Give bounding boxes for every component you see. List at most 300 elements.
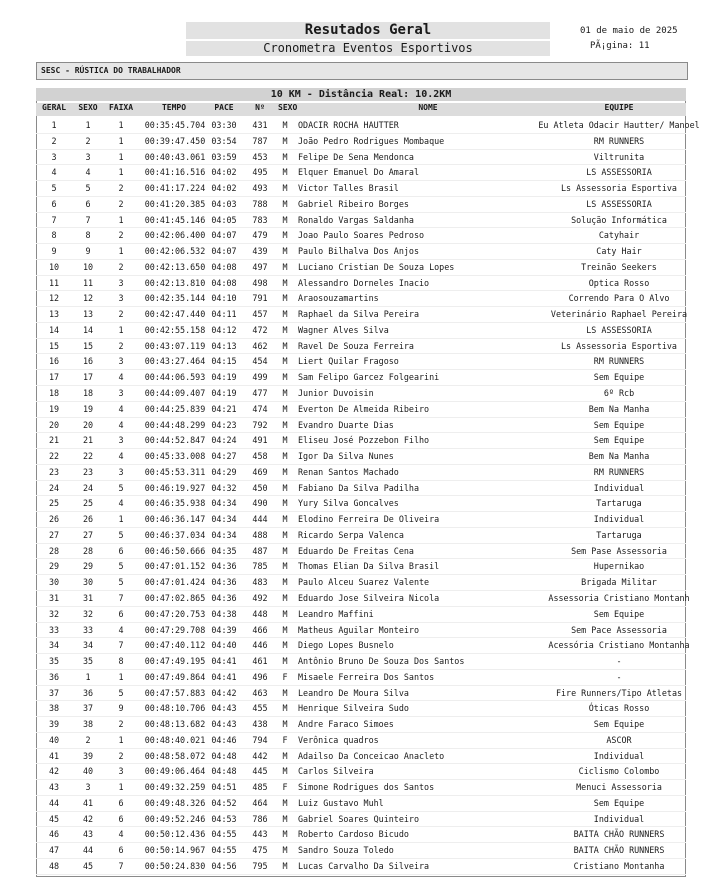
cell-equipe: Optica Rosso: [588, 277, 650, 288]
cell-nome: João Pedro Rodrigues Mombaque: [298, 135, 445, 146]
cell-geral: 39: [48, 719, 60, 730]
cell-geral: 24: [48, 482, 60, 493]
table-row: [36, 165, 686, 181]
cell-tempo: 00:43:07.119: [144, 340, 206, 351]
table-row: [36, 607, 686, 623]
cell-nome: Matheus Aguilar Monteiro: [298, 624, 420, 635]
cell-equipe: Correndo Para O Alvo: [568, 293, 670, 304]
cell-nome: Victor Talles Brasil: [298, 183, 399, 194]
cell-pace: 04:02: [211, 183, 237, 194]
cell-tempo: 00:50:24.830: [144, 860, 206, 871]
cell-equipe: Fire Runners/Tipo Atletas: [555, 687, 683, 698]
cell-tempo: 00:41:17.224: [144, 183, 206, 194]
cell-pace: 04:41: [211, 671, 237, 682]
cell-number: 477: [252, 388, 268, 399]
cell-equipe: Menuci Assessoria: [576, 782, 662, 793]
cell-tempo: 00:40:43.061: [144, 151, 206, 162]
cell-pace: 04:15: [211, 356, 237, 367]
page-number: PÃ¡gina: 11: [590, 41, 650, 51]
cell-tempo: 00:41:20.385: [144, 198, 206, 209]
table-row: [36, 496, 686, 512]
col-sexo-rank-header: SEXO: [78, 103, 98, 112]
cell-number: 488: [252, 529, 268, 540]
cell-tempo: 00:39:47.450: [144, 135, 206, 146]
cell-pace: 03:54: [211, 135, 237, 146]
table-row: [36, 733, 686, 749]
cell-nome: Carlos Silveira: [298, 766, 374, 777]
cell-sexo-rank: 21: [82, 435, 94, 446]
report-title: Resutados Geral: [186, 22, 550, 39]
cell-geral: 5: [51, 183, 57, 194]
table-row: [36, 260, 686, 276]
cell-nome: Gabriel Soares Quinteiro: [298, 813, 420, 824]
cell-tempo: 00:49:06.464: [144, 766, 206, 777]
cell-sexo: M: [282, 230, 288, 241]
cell-pace: 04:34: [211, 514, 237, 525]
cell-pace: 04:11: [211, 309, 237, 320]
cell-geral: 7: [51, 214, 57, 225]
cell-sexo-rank: 9: [85, 246, 91, 257]
cell-pace: 04:29: [211, 466, 237, 477]
cell-pace: 04:38: [211, 608, 237, 619]
cell-geral: 23: [48, 466, 60, 477]
cell-number: 475: [252, 845, 268, 856]
cell-number: 787: [252, 135, 268, 146]
cell-tempo: 00:42:47.440: [144, 309, 206, 320]
cell-pace: 04:55: [211, 845, 237, 856]
cell-geral: 31: [48, 592, 60, 603]
cell-equipe: Brigada Militar: [581, 577, 657, 588]
cell-geral: 48: [48, 860, 60, 871]
table-header: [36, 103, 686, 116]
cell-equipe: Ls Assessoria Esportiva: [561, 183, 677, 194]
cell-nome: Paulo Bilhalva Dos Anjos: [298, 246, 420, 257]
cell-sexo-rank: 33: [82, 624, 94, 635]
cell-sexo: M: [282, 703, 288, 714]
cell-sexo-rank: 34: [82, 640, 94, 651]
cell-sexo-rank: 36: [82, 687, 94, 698]
cell-nome: Renan Santos Machado: [298, 466, 399, 477]
cell-sexo: M: [282, 167, 288, 178]
cell-faixa: 3: [118, 466, 124, 477]
cell-geral: 21: [48, 435, 60, 446]
cell-geral: 46: [48, 829, 60, 840]
col-faixa-header: FAIXA: [108, 103, 134, 112]
cell-nome: ODACIR ROCHA HAUTTER: [298, 120, 399, 130]
cell-faixa: 5: [118, 577, 124, 588]
cell-sexo: M: [282, 687, 288, 698]
cell-pace: 04:51: [211, 782, 237, 793]
cell-tempo: 00:47:02.865: [144, 592, 206, 603]
table-row: [36, 686, 686, 702]
cell-sexo: M: [282, 246, 288, 257]
cell-pace: 04:42: [211, 687, 237, 698]
cell-pace: 04:19: [211, 388, 237, 399]
cell-sexo-rank: 43: [82, 829, 94, 840]
cell-sexo: F: [282, 734, 288, 745]
table-row: [36, 449, 686, 465]
cell-number: 786: [252, 813, 268, 824]
cell-faixa: 4: [118, 624, 124, 635]
cell-faixa: 5: [118, 687, 124, 698]
cell-sexo-rank: 7: [85, 214, 91, 225]
cell-tempo: 00:47:01.424: [144, 577, 206, 588]
cell-tempo: 00:35:45.704: [144, 120, 206, 130]
table-row: [36, 481, 686, 497]
cell-faixa: 4: [118, 451, 124, 462]
cell-equipe: -: [616, 656, 622, 667]
cell-tempo: 00:42:55.158: [144, 324, 206, 335]
cell-sexo-rank: 26: [82, 514, 94, 525]
cell-equipe: Solução Informática: [571, 214, 667, 225]
cell-geral: 45: [48, 813, 60, 824]
cell-number: 783: [252, 214, 268, 225]
cell-geral: 38: [48, 703, 60, 714]
cell-pace: 04:36: [211, 592, 237, 603]
cell-tempo: 00:43:27.464: [144, 356, 206, 367]
cell-sexo-rank: 28: [82, 545, 94, 556]
cell-sexo-rank: 45: [82, 860, 94, 871]
cell-sexo-rank: 11: [82, 277, 94, 288]
cell-number: 492: [252, 592, 268, 603]
cell-number: 469: [252, 466, 268, 477]
cell-nome: Sam Felipo Garcez Folgearini: [298, 372, 440, 383]
cell-sexo-rank: 3: [85, 151, 91, 162]
cell-sexo-rank: 29: [82, 561, 94, 572]
cell-faixa: 6: [118, 797, 124, 808]
cell-pace: 04:05: [211, 214, 237, 225]
cell-tempo: 00:42:35.144: [144, 293, 206, 304]
cell-geral: 13: [48, 309, 60, 320]
cell-pace: 04:41: [211, 656, 237, 667]
cell-faixa: 2: [118, 309, 124, 320]
table-row: [36, 276, 686, 292]
cell-sexo-rank: 31: [82, 592, 94, 603]
table-row: [36, 465, 686, 481]
cell-sexo-rank: 6: [85, 198, 91, 209]
results-table-body: [36, 118, 700, 875]
cell-number: 461: [252, 656, 268, 667]
cell-equipe: Veterinário Raphael Pereira: [550, 309, 688, 320]
cell-tempo: 00:46:50.666: [144, 545, 206, 556]
cell-faixa: 7: [118, 640, 124, 651]
cell-faixa: 7: [118, 592, 124, 603]
cell-sexo-rank: 10: [82, 261, 94, 272]
cell-geral: 27: [48, 529, 60, 540]
cell-number: 791: [252, 293, 268, 304]
cell-equipe: RM RUNNERS: [593, 466, 645, 477]
cell-sexo-rank: 2: [85, 135, 91, 146]
cell-nome: Misaele Ferreira Dos Santos: [298, 671, 435, 682]
cell-number: 453: [252, 151, 268, 162]
cell-equipe: Catyhair: [598, 230, 640, 241]
cell-nome: Yury Silva Goncalves: [298, 498, 399, 509]
cell-geral: 3: [51, 151, 57, 162]
cell-sexo: M: [282, 750, 288, 761]
cell-number: 479: [252, 230, 268, 241]
cell-geral: 30: [48, 577, 60, 588]
cell-tempo: 00:44:09.407: [144, 388, 206, 399]
cell-equipe: Individual: [593, 813, 645, 824]
cell-pace: 04:35: [211, 545, 237, 556]
cell-number: 474: [252, 403, 268, 414]
cell-sexo: M: [282, 324, 288, 335]
cell-number: 490: [252, 498, 268, 509]
cell-faixa: 2: [118, 750, 124, 761]
cell-nome: Fabiano Da Silva Padilha: [298, 482, 420, 493]
cell-equipe: Cristiano Montanha: [573, 860, 665, 871]
cell-geral: 11: [48, 277, 60, 288]
table-row: [36, 591, 690, 607]
table-row: [36, 134, 686, 150]
cell-faixa: 1: [118, 135, 124, 146]
cell-faixa: 6: [118, 813, 124, 824]
table-row: [36, 812, 686, 828]
cell-equipe: Tartaruga: [596, 529, 642, 540]
cell-equipe: 6º Rcb: [603, 388, 635, 399]
cell-number: 498: [252, 277, 268, 288]
col-equipe-header: EQUIPE: [604, 103, 634, 112]
cell-number: 788: [252, 198, 268, 209]
cell-tempo: 00:44:25.839: [144, 403, 206, 414]
cell-geral: 36: [48, 671, 60, 682]
table-row: [36, 623, 686, 639]
cell-equipe: Individual: [593, 514, 645, 525]
cell-tempo: 00:42:06.400: [144, 230, 206, 241]
cell-nome: Ronaldo Vargas Saldanha: [298, 214, 414, 225]
cell-faixa: 1: [118, 151, 124, 162]
cell-pace: 04:08: [211, 261, 237, 272]
cell-sexo: M: [282, 719, 288, 730]
cell-equipe: Individual: [593, 482, 645, 493]
cell-pace: 04:46: [211, 734, 237, 745]
cell-faixa: 1: [118, 734, 124, 745]
cell-nome: Ricardo Serpa Valenca: [298, 529, 404, 540]
cell-sexo-rank: 2: [85, 734, 91, 745]
cell-number: 493: [252, 183, 268, 194]
cell-sexo: F: [282, 782, 288, 793]
cell-sexo: M: [282, 577, 288, 588]
cell-pace: 04:07: [211, 246, 237, 257]
cell-equipe: Tartaruga: [596, 498, 642, 509]
cell-geral: 12: [48, 293, 60, 304]
cell-tempo: 00:47:57.883: [144, 687, 206, 698]
cell-sexo: F: [282, 671, 288, 682]
cell-sexo-rank: 16: [82, 356, 94, 367]
cell-nome: Gabriel Ribeiro Borges: [298, 198, 409, 209]
table-row: [36, 323, 686, 339]
cell-faixa: 1: [118, 324, 124, 335]
cell-geral: 32: [48, 608, 60, 619]
cell-equipe: Sem Pace Assessoria: [571, 624, 667, 635]
cell-equipe: Acessória Cristiano Montanha: [548, 640, 690, 651]
cell-tempo: 00:47:49.195: [144, 656, 206, 667]
cell-sexo-rank: 22: [82, 451, 94, 462]
cell-sexo: M: [282, 608, 288, 619]
cell-tempo: 00:46:36.147: [144, 514, 206, 525]
cell-tempo: 00:48:40.021: [144, 734, 206, 745]
cell-geral: 44: [48, 797, 60, 808]
cell-equipe: ASCOR: [606, 734, 632, 745]
table-row: [36, 859, 686, 875]
cell-nome: Adailso Da Conceicao Anacleto: [298, 750, 445, 761]
cell-equipe: Sem Equipe: [593, 608, 645, 619]
cell-faixa: 2: [118, 198, 124, 209]
cell-nome: Felipe De Sena Mendonca: [298, 151, 414, 162]
cell-number: 466: [252, 624, 268, 635]
cell-nome: Igor Da Silva Nunes: [298, 451, 394, 462]
cell-number: 485: [252, 782, 268, 793]
cell-sexo-rank: 8: [85, 230, 91, 241]
table-row: [36, 228, 686, 244]
cell-nome: Diego Lopes Busnelo: [298, 640, 394, 651]
table-row: [36, 181, 686, 197]
cell-sexo: M: [282, 388, 288, 399]
cell-tempo: 00:47:40.112: [144, 640, 206, 651]
cell-geral: 26: [48, 514, 60, 525]
table-row: [36, 418, 686, 434]
cell-pace: 04:36: [211, 561, 237, 572]
cell-sexo: M: [282, 356, 288, 367]
cell-faixa: 6: [118, 545, 124, 556]
cell-faixa: 4: [118, 829, 124, 840]
cell-sexo-rank: 15: [82, 340, 94, 351]
table-row: [36, 213, 686, 229]
cell-number: 792: [252, 419, 268, 430]
cell-geral: 1: [51, 120, 57, 130]
cell-sexo: M: [282, 198, 288, 209]
cell-equipe: -: [616, 671, 622, 682]
cell-faixa: 1: [118, 782, 124, 793]
table-row: [36, 402, 686, 418]
table-row: [36, 354, 686, 370]
cell-nome: Joao Paulo Soares Pedroso: [298, 230, 425, 241]
cell-faixa: 4: [118, 498, 124, 509]
cell-sexo: M: [282, 656, 288, 667]
cell-sexo-rank: 1: [85, 120, 91, 130]
category-distance: 10 KM - Distância Real: 10.2KM: [36, 88, 686, 101]
cell-sexo: M: [282, 561, 288, 572]
cell-tempo: 00:41:45.146: [144, 214, 206, 225]
cell-sexo-rank: 12: [82, 293, 94, 304]
cell-nome: Elquer Emanuel Do Amaral: [298, 167, 420, 178]
cell-equipe: Sem Equipe: [593, 435, 645, 446]
cell-sexo: M: [282, 592, 288, 603]
cell-sexo-rank: 30: [82, 577, 94, 588]
cell-nome: Simone Rodrigues dos Santos: [298, 782, 435, 793]
cell-number: 497: [252, 261, 268, 272]
cell-faixa: 1: [118, 671, 124, 682]
cell-equipe: Sem Equipe: [593, 797, 645, 808]
cell-geral: 18: [48, 388, 60, 399]
cell-geral: 9: [51, 246, 57, 257]
cell-number: 457: [252, 309, 268, 320]
cell-nome: Elodino Ferreira De Oliveira: [298, 514, 440, 525]
cell-number: 491: [252, 435, 268, 446]
cell-geral: 37: [48, 687, 60, 698]
cell-sexo-rank: 19: [82, 403, 94, 414]
cell-faixa: 3: [118, 435, 124, 446]
cell-faixa: 7: [118, 860, 124, 871]
table-row: [36, 291, 686, 307]
cell-pace: 04:55: [211, 829, 237, 840]
cell-sexo: M: [282, 498, 288, 509]
cell-number: 785: [252, 561, 268, 572]
cell-faixa: 5: [118, 482, 124, 493]
table-row: [36, 638, 690, 654]
cell-nome: Araosouzamartins: [298, 293, 379, 304]
table-row: [36, 780, 686, 796]
cell-number: 795: [252, 860, 268, 871]
cell-sexo-rank: 40: [82, 766, 94, 777]
cell-equipe: LS ASSESSORIA: [586, 198, 652, 209]
cell-equipe: Caty Hair: [596, 246, 642, 257]
cell-sexo: M: [282, 766, 288, 777]
cell-geral: 17: [48, 372, 60, 383]
cell-sexo: M: [282, 829, 288, 840]
table-row: [36, 749, 686, 765]
table-row: [36, 670, 686, 686]
cell-nome: Luciano Cristian De Souza Lopes: [298, 261, 455, 272]
col-pace-header: PACE: [214, 103, 234, 112]
cell-pace: 04:48: [211, 766, 237, 777]
cell-nome: Luiz Gustavo Muhl: [298, 797, 384, 808]
col-geral-header: GERAL: [41, 103, 67, 112]
cell-tempo: 00:47:29.708: [144, 624, 206, 635]
cell-sexo: M: [282, 860, 288, 871]
table-row: [36, 701, 686, 717]
cell-sexo: M: [282, 451, 288, 462]
cell-faixa: 4: [118, 372, 124, 383]
table-row: [36, 796, 686, 812]
cell-sexo: M: [282, 482, 288, 493]
cell-pace: 04:10: [211, 293, 237, 304]
cell-tempo: 00:42:13.650: [144, 261, 206, 272]
cell-tempo: 00:44:48.299: [144, 419, 206, 430]
cell-pace: 04:32: [211, 482, 237, 493]
cell-tempo: 00:47:01.152: [144, 561, 206, 572]
cell-sexo: M: [282, 214, 288, 225]
cell-geral: 14: [48, 324, 60, 335]
cell-sexo: M: [282, 340, 288, 351]
cell-nome: Roberto Cardoso Bicudo: [298, 829, 409, 840]
cell-tempo: 00:46:35.938: [144, 498, 206, 509]
cell-pace: 04:07: [211, 230, 237, 241]
cell-tempo: 00:49:32.259: [144, 782, 206, 793]
cell-pace: 04:34: [211, 498, 237, 509]
cell-sexo-rank: 25: [82, 498, 94, 509]
cell-sexo-rank: 4: [85, 167, 91, 178]
cell-tempo: 00:47:49.864: [144, 671, 206, 682]
cell-sexo-rank: 14: [82, 324, 94, 335]
cell-sexo: M: [282, 640, 288, 651]
cell-sexo: M: [282, 120, 288, 130]
cell-sexo-rank: 23: [82, 466, 94, 477]
cell-pace: 04:24: [211, 435, 237, 446]
cell-equipe: Treinão Seekers: [581, 261, 657, 272]
cell-nome: Raphael da Silva Pereira: [298, 309, 420, 320]
cell-sexo: M: [282, 466, 288, 477]
cell-nome: Verônica quadros: [298, 734, 379, 745]
table-row: [36, 827, 686, 843]
cell-pace: 04:23: [211, 419, 237, 430]
cell-number: 462: [252, 340, 268, 351]
cell-sexo: M: [282, 183, 288, 194]
cell-nome: Leandro Maffini: [298, 608, 374, 619]
cell-equipe: Assessoria Cristiano Montanh: [548, 592, 690, 603]
cell-number: 445: [252, 766, 268, 777]
col-nome-header: NOME: [418, 103, 438, 112]
